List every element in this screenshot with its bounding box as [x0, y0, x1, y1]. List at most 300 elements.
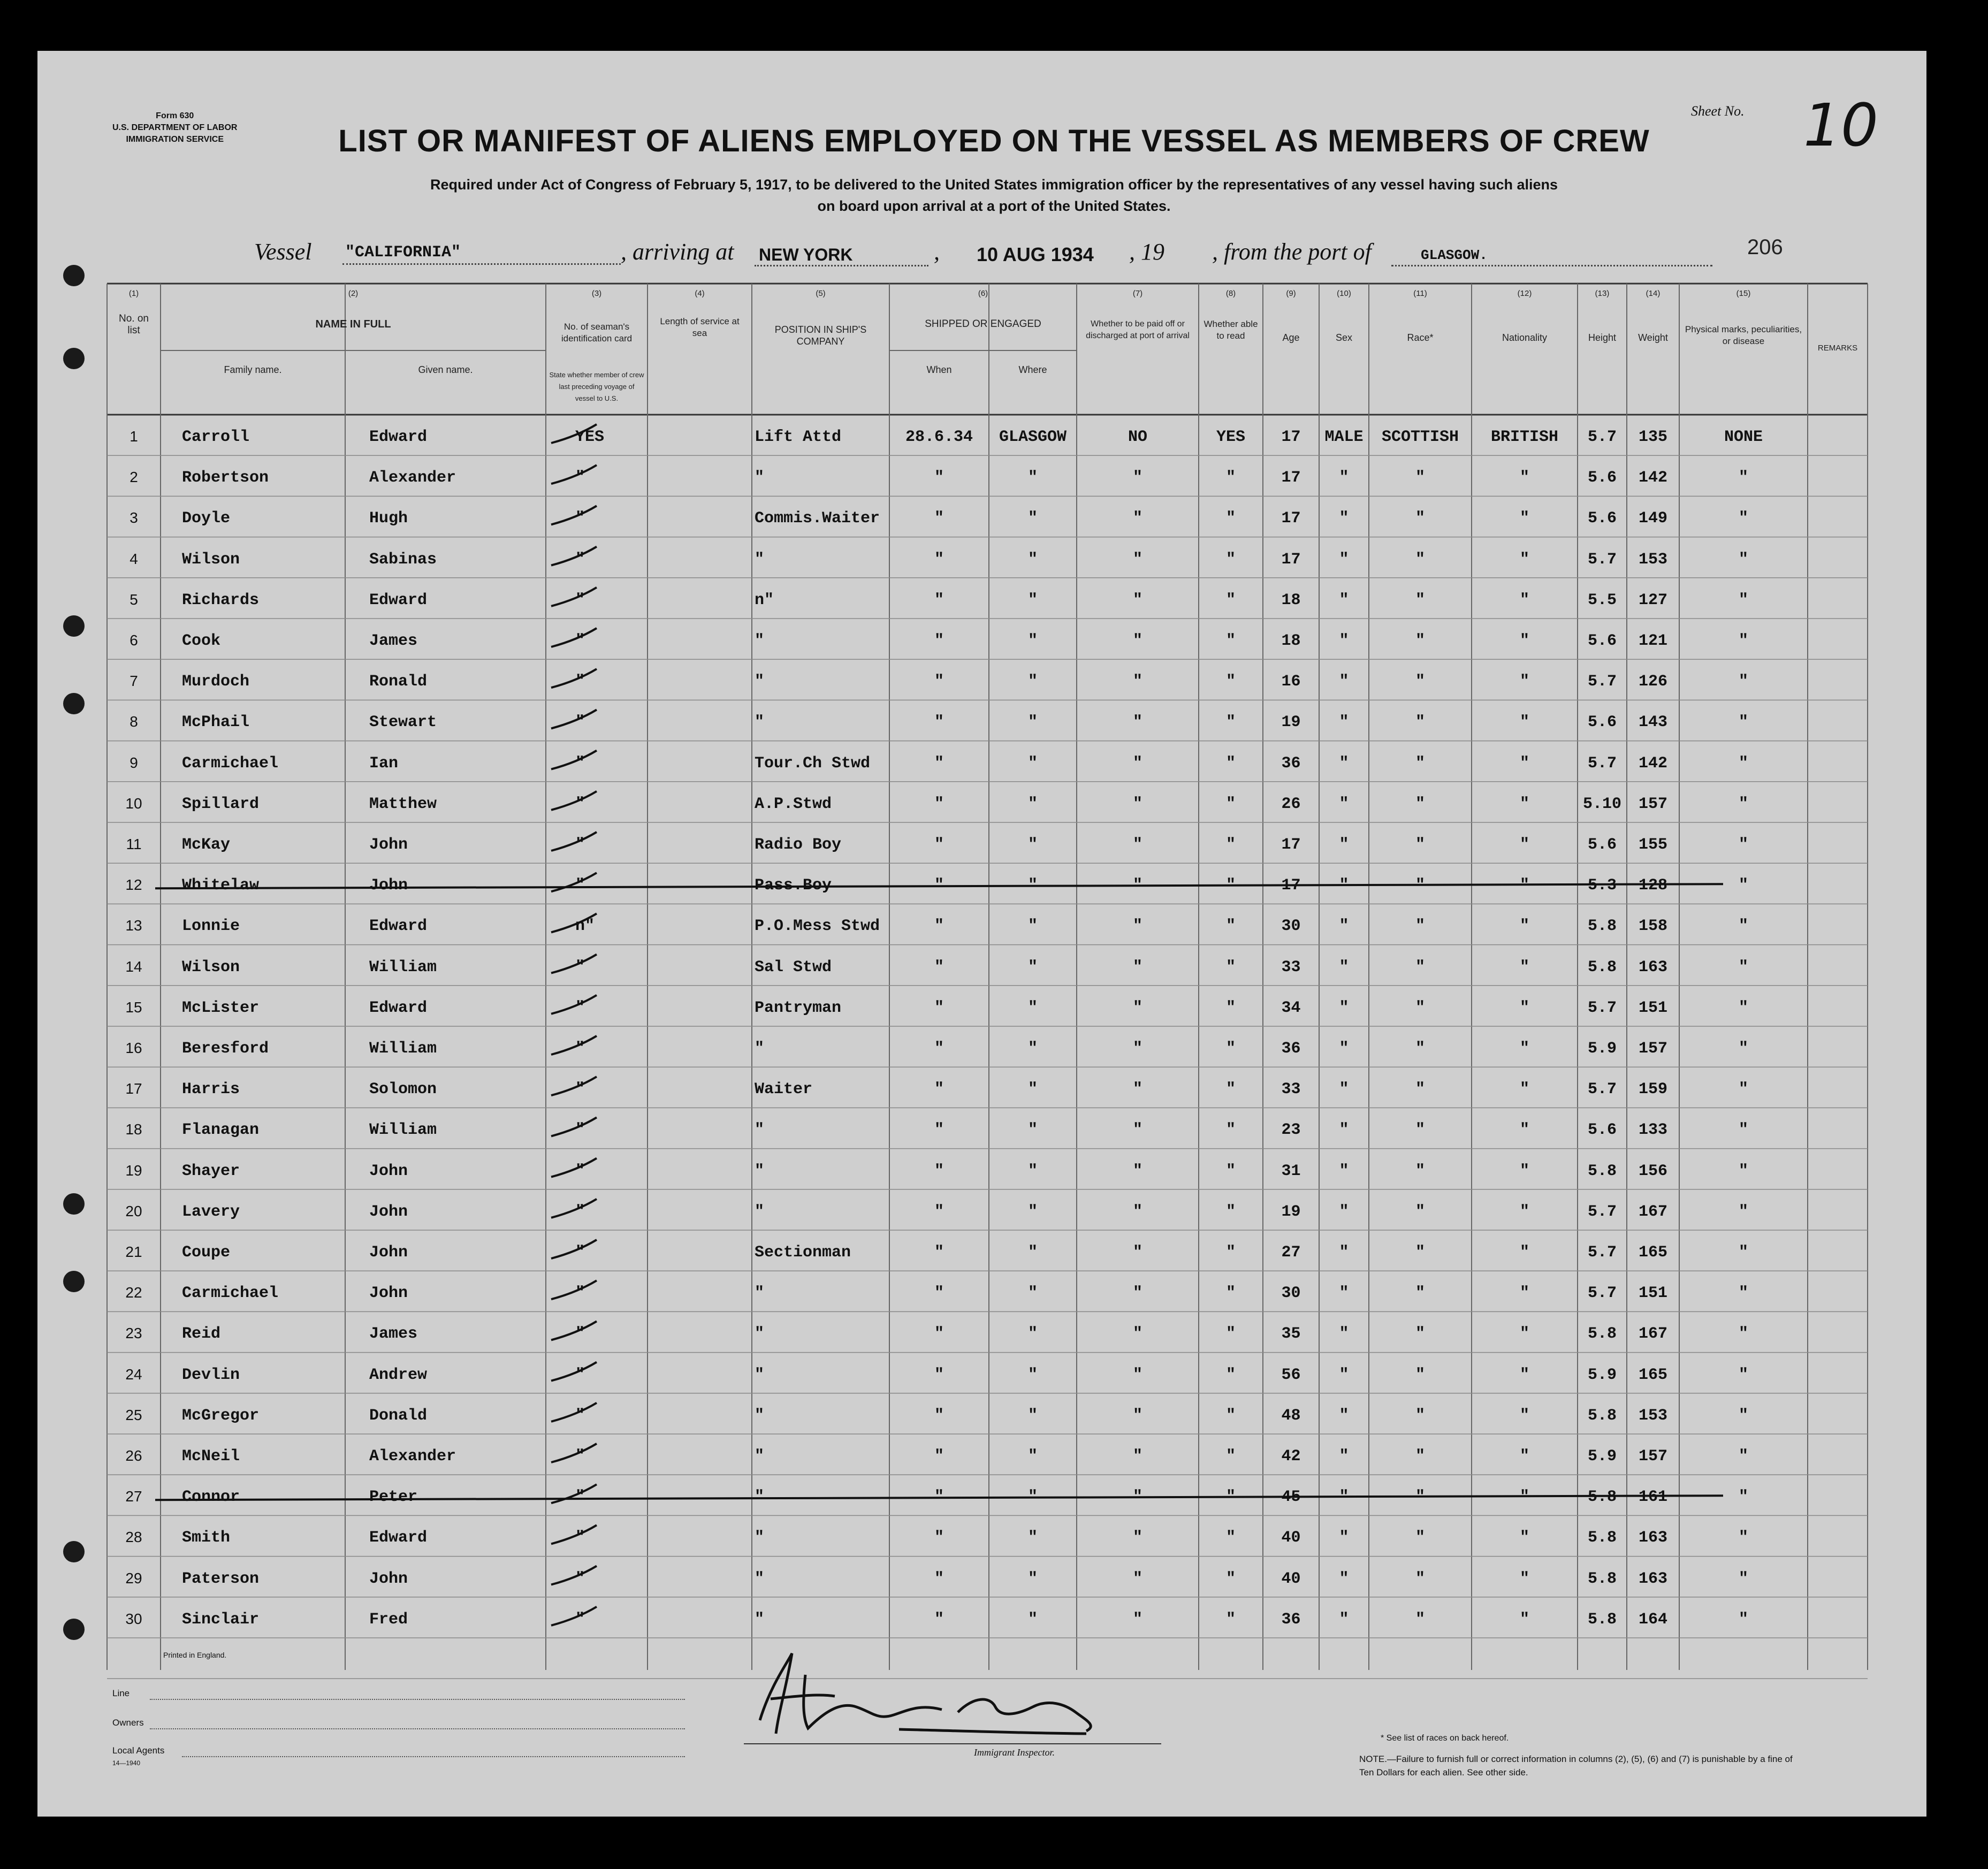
height: 5.6 [1587, 713, 1617, 732]
row-number: 19 [125, 1162, 142, 1179]
shipped-when: " [934, 591, 944, 609]
race: " [1415, 876, 1425, 895]
sex: " [1339, 1406, 1349, 1425]
nationality: " [1519, 1365, 1529, 1384]
paid-off: " [1132, 509, 1142, 528]
nationality: " [1519, 795, 1529, 813]
row-number: 18 [125, 1121, 142, 1138]
given-name: Ian [369, 754, 399, 773]
age: 42 [1281, 1447, 1301, 1466]
given-name: Donald [369, 1406, 428, 1425]
col-sex: Sex [1335, 332, 1353, 343]
position: " [755, 1529, 765, 1547]
check-mark [551, 1362, 597, 1381]
vessel-name: "CALIFORNIA" [345, 243, 461, 262]
id-card: " [575, 836, 585, 854]
age: 40 [1281, 1529, 1301, 1547]
able-to-read: " [1225, 958, 1236, 977]
physical-marks: " [1738, 1284, 1748, 1303]
height: 5.9 [1587, 1447, 1617, 1466]
id-card: " [575, 673, 585, 691]
shipped-when: " [934, 1406, 944, 1425]
check-mark [551, 873, 597, 891]
nationality: " [1519, 1406, 1529, 1425]
physical-marks: " [1738, 958, 1748, 977]
position: " [755, 1162, 765, 1180]
able-to-read: " [1225, 917, 1236, 936]
col-name-in-full: NAME IN FULL [315, 318, 391, 330]
nationality: " [1519, 1284, 1529, 1303]
row-number: 21 [125, 1244, 142, 1260]
position: Commis.Waiter [755, 509, 880, 528]
vessel-label: Vessel [254, 239, 312, 265]
age: 19 [1281, 1202, 1301, 1221]
nationality: " [1519, 1080, 1529, 1099]
weight: 127 [1638, 591, 1667, 609]
shipped-where: " [1027, 632, 1038, 650]
check-mark [551, 791, 597, 810]
shipped-where: " [1027, 591, 1038, 609]
shipped-when: " [934, 1569, 944, 1588]
sex: " [1339, 836, 1349, 854]
able-to-read: " [1225, 836, 1236, 854]
row-number: 2 [130, 469, 138, 486]
family-name: McLister [182, 998, 260, 1017]
age: 17 [1281, 428, 1301, 446]
able-to-read: " [1225, 509, 1236, 528]
family-name: Murdoch [182, 673, 250, 691]
check-mark [551, 465, 597, 484]
col-c4-number: (4) [695, 289, 705, 298]
race: " [1415, 469, 1425, 487]
age: 17 [1281, 836, 1301, 854]
subtitle-line-2: on board upon arrival at a port of the United States. [817, 198, 1171, 214]
race: " [1415, 1080, 1425, 1099]
check-mark [551, 1117, 597, 1136]
height: 5.7 [1587, 1244, 1617, 1262]
inspector-label: Immigrant Inspector. [974, 1747, 1055, 1758]
check-mark [551, 1321, 597, 1340]
row-number: 17 [125, 1080, 142, 1097]
col-c10-number: (10) [1337, 289, 1351, 298]
row-number: 29 [125, 1569, 142, 1586]
position: n" [755, 591, 774, 609]
sex: " [1339, 1447, 1349, 1466]
check-mark [551, 1199, 597, 1218]
able-to-read: " [1225, 1284, 1236, 1303]
id-card: " [575, 550, 585, 569]
sex: " [1339, 1244, 1349, 1262]
row-number: 6 [130, 632, 138, 649]
nationality: " [1519, 550, 1529, 569]
nationality: " [1519, 754, 1529, 773]
col-c2-number: (2) [348, 289, 359, 298]
stamp-number: 206 [1747, 235, 1783, 259]
race: " [1415, 836, 1425, 854]
shipped-where: " [1027, 958, 1038, 977]
able-to-read: " [1225, 1488, 1236, 1507]
weight: 153 [1638, 1406, 1667, 1425]
physical-marks: " [1738, 1447, 1748, 1466]
family-name: Spillard [182, 795, 260, 813]
agents-rule [182, 1756, 685, 1757]
family-name: Smith [182, 1529, 231, 1547]
height: 5.8 [1587, 1162, 1617, 1180]
nationality: " [1519, 836, 1529, 854]
given-name: John [369, 1569, 408, 1588]
weight: 135 [1638, 428, 1667, 446]
check-mark [551, 1484, 597, 1503]
position: " [755, 1365, 765, 1384]
id-card: " [575, 1569, 585, 1588]
able-to-read: " [1225, 591, 1236, 609]
family-name: Doyle [182, 509, 231, 528]
height: 5.8 [1587, 1488, 1617, 1507]
row-number: 16 [125, 1040, 142, 1056]
paid-off: " [1132, 998, 1142, 1017]
row-number: 11 [126, 836, 142, 852]
check-mark [551, 669, 597, 688]
col-c9-number: (9) [1286, 289, 1296, 298]
age: 31 [1281, 1162, 1301, 1180]
physical-marks: " [1738, 1529, 1748, 1547]
given-name: John [369, 1284, 408, 1303]
able-to-read: " [1225, 469, 1236, 487]
family-name: Shayer [182, 1162, 240, 1180]
nationality: " [1519, 713, 1529, 732]
age: 18 [1281, 591, 1301, 609]
given-name: Fred [369, 1610, 408, 1629]
paid-off: " [1132, 1325, 1142, 1344]
height: 5.7 [1587, 754, 1617, 773]
shipped-where: " [1027, 1202, 1038, 1221]
shipped-when: " [934, 836, 944, 854]
col-c3-number: (3) [591, 289, 602, 298]
able-to-read: " [1225, 1569, 1236, 1588]
position: " [755, 550, 765, 569]
paid-off: NO [1128, 428, 1147, 446]
age: 17 [1281, 469, 1301, 487]
family-name: Connor [182, 1488, 240, 1507]
row-number: 1 [130, 428, 138, 445]
able-to-read: " [1225, 754, 1236, 773]
weight: 157 [1638, 795, 1667, 813]
department: U.S. DEPARTMENT OF LABOR [112, 123, 238, 132]
age: 17 [1281, 550, 1301, 569]
family-name: Lonnie [182, 917, 240, 936]
sex: " [1339, 1529, 1349, 1547]
col-race: Race* [1407, 332, 1434, 343]
given-name: Matthew [369, 795, 437, 813]
owners-rule [150, 1728, 685, 1729]
shipped-when: " [934, 1202, 944, 1221]
paid-off: " [1132, 958, 1142, 977]
family-name: Flanagan [182, 1121, 260, 1140]
able-to-read: " [1225, 1447, 1236, 1466]
given-name: Edward [369, 428, 428, 446]
given-name: Hugh [369, 509, 408, 528]
physical-marks: " [1738, 1610, 1748, 1629]
position: " [755, 713, 765, 732]
check-mark [551, 1525, 597, 1544]
age: 26 [1281, 795, 1301, 813]
sex: " [1339, 509, 1349, 528]
shipped-where: " [1027, 1244, 1038, 1262]
nationality: " [1519, 1529, 1529, 1547]
family-name: Reid [182, 1325, 221, 1344]
nationality: " [1519, 1488, 1529, 1507]
physical-marks: " [1738, 1040, 1748, 1058]
age: 36 [1281, 1610, 1301, 1629]
position: " [755, 1569, 765, 1588]
age: 27 [1281, 1244, 1301, 1262]
shipped-where: " [1027, 469, 1038, 487]
race: " [1415, 1406, 1425, 1425]
height: 5.8 [1587, 958, 1617, 977]
weight: 164 [1638, 1610, 1667, 1629]
race: " [1415, 795, 1425, 813]
weight: 142 [1638, 469, 1667, 487]
shipped-where: " [1027, 713, 1038, 732]
shipped-when: " [934, 795, 944, 813]
family-name: Carmichael [182, 754, 279, 773]
sex: " [1339, 795, 1349, 813]
id-card: " [575, 754, 585, 773]
sex: " [1339, 1202, 1349, 1221]
id-card: " [575, 1121, 585, 1140]
col-c1-number: (1) [128, 289, 139, 298]
age: 48 [1281, 1406, 1301, 1425]
position: A.P.Stwd [755, 795, 832, 813]
id-card: " [575, 632, 585, 650]
shipped-where: " [1027, 1325, 1038, 1344]
col-remarks: REMARKS [1817, 344, 1858, 353]
row-number: 15 [125, 998, 142, 1016]
able-to-read: " [1225, 673, 1236, 691]
penalty-note: NOTE.—Failure to furnish full or correct information in columns (2), (5), (6) and (7) is punishable by a fine of Ten Dollars for each alien. See other side. [1359, 1754, 1793, 1778]
shipped-when: " [934, 1488, 944, 1507]
family-name: Lavery [182, 1202, 240, 1221]
age: 23 [1281, 1121, 1301, 1140]
row-number: 20 [125, 1202, 142, 1219]
able-to-read: " [1225, 1325, 1236, 1344]
col-able-read: Whether able to read [1204, 319, 1258, 341]
sex: " [1339, 550, 1349, 569]
nationality: " [1519, 1040, 1529, 1058]
shipped-when: " [934, 673, 944, 691]
race: " [1415, 673, 1425, 691]
race: " [1415, 1162, 1425, 1180]
height: 5.8 [1587, 1569, 1617, 1588]
weight: 167 [1638, 1325, 1667, 1344]
row-number: 4 [130, 550, 138, 567]
race: " [1415, 713, 1425, 732]
sex: " [1339, 1325, 1349, 1344]
weight: 165 [1638, 1365, 1667, 1384]
given-name: William [369, 1040, 437, 1058]
shipped-when: " [934, 713, 944, 732]
family-name: Harris [182, 1080, 240, 1099]
able-to-read: " [1225, 632, 1236, 650]
age: 30 [1281, 1284, 1301, 1303]
paid-off: " [1132, 754, 1142, 773]
shipped-where: " [1027, 1488, 1038, 1507]
able-to-read: " [1225, 1040, 1236, 1058]
paid-off: " [1132, 673, 1142, 691]
given-name: Edward [369, 917, 428, 936]
shipped-where: " [1027, 836, 1038, 854]
id-card: " [575, 1162, 585, 1180]
height: 5.3 [1587, 876, 1617, 895]
sex: " [1339, 632, 1349, 650]
family-name: Beresford [182, 1040, 269, 1058]
nationality: " [1519, 469, 1529, 487]
physical-marks: " [1738, 917, 1748, 936]
form-code: 14—1940 [112, 1759, 141, 1767]
col-age: Age [1282, 332, 1300, 343]
col-when: When [926, 364, 952, 375]
row-number: 3 [130, 509, 138, 527]
physical-marks: " [1738, 1244, 1748, 1262]
shipped-where: " [1027, 754, 1038, 773]
height: 5.7 [1587, 428, 1617, 446]
physical-marks: " [1738, 754, 1748, 773]
shipped-where: " [1027, 1080, 1038, 1099]
race: " [1415, 1121, 1425, 1140]
shipped-when: 28.6.34 [905, 428, 973, 446]
check-mark [551, 710, 597, 728]
height: 5.7 [1587, 673, 1617, 691]
nationality: " [1519, 958, 1529, 977]
paid-off: " [1132, 1284, 1142, 1303]
physical-marks: " [1738, 713, 1748, 732]
weight: 157 [1638, 1447, 1667, 1466]
paid-off: " [1132, 550, 1142, 569]
check-mark [551, 628, 597, 647]
able-to-read: " [1225, 1365, 1236, 1384]
given-name: Stewart [369, 713, 437, 732]
height: 5.9 [1587, 1365, 1617, 1384]
height: 5.5 [1587, 591, 1617, 609]
position: " [755, 1406, 765, 1425]
physical-marks: " [1738, 1162, 1748, 1180]
nationality: " [1519, 1202, 1529, 1221]
position: " [755, 1284, 765, 1303]
weight: 153 [1638, 550, 1667, 569]
shipped-where: " [1027, 1610, 1038, 1629]
height: 5.8 [1587, 1325, 1617, 1344]
paid-off: " [1132, 1162, 1142, 1180]
position: " [755, 1488, 765, 1507]
id-card: " [575, 1447, 585, 1466]
sex: " [1339, 1162, 1349, 1180]
race: " [1415, 1365, 1425, 1384]
weight: 143 [1638, 713, 1667, 732]
col-last-voyage: State whether member of crew last preceding voyage of vessel to U.S. [549, 371, 644, 402]
shipped-when: " [934, 1365, 944, 1384]
sex: " [1339, 917, 1349, 936]
height: 5.6 [1587, 836, 1617, 854]
races-note: * See list of races on back hereof. [1381, 1734, 1509, 1743]
nationality: " [1519, 1244, 1529, 1262]
physical-marks: " [1738, 1365, 1748, 1384]
given-name: Edward [369, 1529, 428, 1547]
height: 5.6 [1587, 509, 1617, 528]
sex: " [1339, 591, 1349, 609]
weight: 126 [1638, 673, 1667, 691]
able-to-read: " [1225, 1244, 1236, 1262]
able-to-read: " [1225, 1406, 1236, 1425]
check-mark [551, 1403, 597, 1422]
physical-marks: " [1738, 1325, 1748, 1344]
age: 17 [1281, 509, 1301, 528]
age: 16 [1281, 673, 1301, 691]
row-number: 10 [125, 795, 142, 812]
id-card: " [575, 1488, 585, 1507]
race: " [1415, 1325, 1425, 1344]
sex: " [1339, 1610, 1349, 1629]
physical-marks: " [1738, 591, 1748, 609]
row-number: 7 [130, 673, 138, 690]
weight: 155 [1638, 836, 1667, 854]
family-name: Wilson [182, 550, 240, 569]
family-name: Whitelaw [182, 876, 260, 895]
weight: 163 [1638, 1569, 1667, 1588]
col-c13-number: (13) [1595, 289, 1610, 298]
sex: " [1339, 1121, 1349, 1140]
shipped-where: " [1027, 876, 1038, 895]
race: " [1415, 1529, 1425, 1547]
given-name: William [369, 958, 437, 977]
weight: 161 [1638, 1488, 1667, 1507]
col-weight: Weight [1638, 332, 1668, 343]
physical-marks: " [1738, 998, 1748, 1017]
position: " [755, 1325, 765, 1344]
col-c8-number: (8) [1225, 289, 1236, 298]
physical-marks: NONE [1724, 428, 1763, 446]
check-mark [551, 588, 597, 606]
physical-marks: " [1738, 876, 1748, 895]
family-name: Carroll [182, 428, 250, 446]
row-number: 27 [125, 1488, 142, 1505]
id-card: " [575, 1365, 585, 1384]
race: " [1415, 1244, 1425, 1262]
height: 5.7 [1587, 550, 1617, 569]
family-name: Wilson [182, 958, 240, 977]
arriving-label: , arriving at [621, 239, 734, 265]
sex: " [1339, 1569, 1349, 1588]
able-to-read: YES [1216, 428, 1245, 446]
id-card: n" [575, 917, 595, 936]
paid-off: " [1132, 836, 1142, 854]
given-name: John [369, 1162, 408, 1180]
nationality: " [1519, 1447, 1529, 1466]
row-number: 24 [125, 1365, 142, 1383]
paid-off: " [1132, 713, 1142, 732]
weight: 163 [1638, 958, 1667, 977]
weight: 142 [1638, 754, 1667, 773]
check-mark [551, 832, 597, 851]
able-to-read: " [1225, 795, 1236, 813]
weight: 158 [1638, 917, 1667, 936]
paid-off: " [1132, 795, 1142, 813]
age: 35 [1281, 1325, 1301, 1344]
physical-marks: " [1738, 836, 1748, 854]
from-port-label: , from the port of [1212, 239, 1372, 265]
id-card: " [575, 1080, 585, 1099]
agents-label: Local Agents [112, 1745, 165, 1756]
position: Tour.Ch Stwd [755, 754, 871, 773]
